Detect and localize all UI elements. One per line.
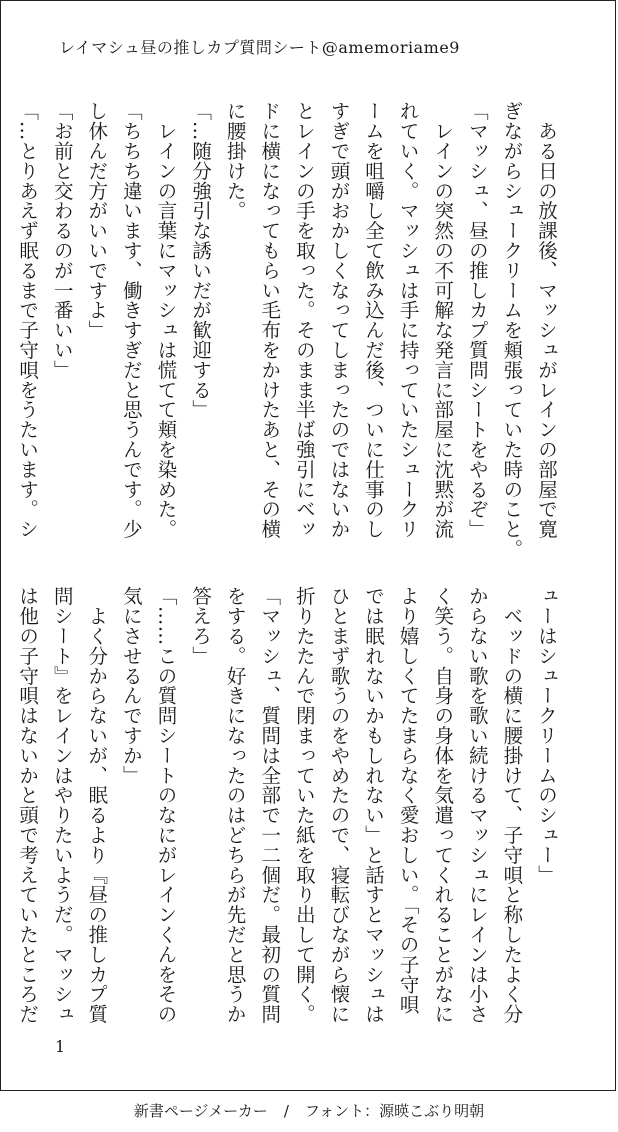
footer-font-credit: フォント：源暎こぶり明朝 xyxy=(304,1102,485,1120)
text-column: 「ちちち違います、働きすぎだと思うんです。少 xyxy=(119,101,143,539)
text-column: より嬉しくてたまらなく愛おしい。「その子守唄 xyxy=(396,586,420,1015)
text-column: 答えろ」 xyxy=(189,586,213,666)
text-column: し休んだ方がいいですよ」 xyxy=(85,101,109,340)
text-column: れていく。マッシュは手に持っていたシュークリ xyxy=(396,101,420,539)
footer-app-name: 新書ページメーカー xyxy=(133,1102,268,1120)
text-column: レインの突然の不可解な発言に部屋に沈黙が流 xyxy=(431,101,455,539)
text-column: よく分からないが、眠るより『昼の推しカプ質 xyxy=(85,586,109,1024)
text-column: ベッドの横に腰掛けて、子守唄と称したよく分 xyxy=(500,586,524,1024)
text-column: 「……この質問シートのなにがレインくんをその xyxy=(154,586,178,1024)
text-column: 「…とりあえず眠るまで子守唄をうたいます。シ xyxy=(16,101,40,539)
upper-text-block xyxy=(10,101,564,559)
text-column: 気にさせるんですか」 xyxy=(119,586,143,785)
text-column: ューはシュークリームのシュー」 xyxy=(535,586,558,885)
text-column: 「お前と交わるのが一番いい」 xyxy=(50,101,74,380)
text-column: レインの言葉にマッシュは慌てて頬を染めた。 xyxy=(154,101,178,539)
lower-text-block xyxy=(10,586,564,1024)
text-column: は他の子守唄はないかと頭で考えていたところだ xyxy=(16,586,40,1024)
text-column: とレインの手を取った。そのまま半ば強引にベッ xyxy=(292,101,316,539)
text-column: 折りたたんで閉まっていた紙を取り出して開く。 xyxy=(292,586,316,1024)
text-column: 「…随分強引な誘いだが歓迎する」 xyxy=(189,101,213,420)
text-column: 問シート』をレインはやりたいようだ。マッシュ xyxy=(50,586,74,1024)
text-column: ドに横になってもらい毛布をかけたあと、その横 xyxy=(258,101,282,539)
text-column: 「マッシュ、質問は全部で一二個だ。最初の質問 xyxy=(258,586,282,1024)
text-column: ひとまず歌うのをやめたので、寝転びながら懐に xyxy=(327,586,351,1024)
footer-credit xyxy=(0,1100,618,1121)
page-header: レイマシュ昼の推しカプ質問シート@amemoriame9 xyxy=(59,38,460,57)
text-column: すぎで頭がおかしくなってしまったのではないか xyxy=(327,101,351,539)
page-number: 1 xyxy=(55,1037,66,1056)
text-column: 「マッシュ、昼の推しカプ質問シートをやるぞ」 xyxy=(465,101,489,539)
text-column: ある日の放課後、マッシュがレインの部屋で寛 xyxy=(535,101,558,539)
text-column: に腰掛けた。 xyxy=(223,101,247,221)
text-column: では眠れないかもしれない」と話すとマッシュは xyxy=(362,586,386,1024)
text-column: ぎながらシュークリームを頬張っていた時のこと。 xyxy=(500,101,524,559)
text-column: ームを咀嚼し全て飲み込んだ後、ついに仕事のし xyxy=(362,101,386,539)
text-column: からない歌を歌い続けるマッシュにレインは小さ xyxy=(465,586,489,1024)
text-column: く笑う。自身の身体を気遣ってくれることがなに xyxy=(431,586,455,1024)
text-column: をする。好きになったのはどちらが先だと思うか xyxy=(223,586,247,1024)
footer-separator: / xyxy=(283,1102,289,1120)
